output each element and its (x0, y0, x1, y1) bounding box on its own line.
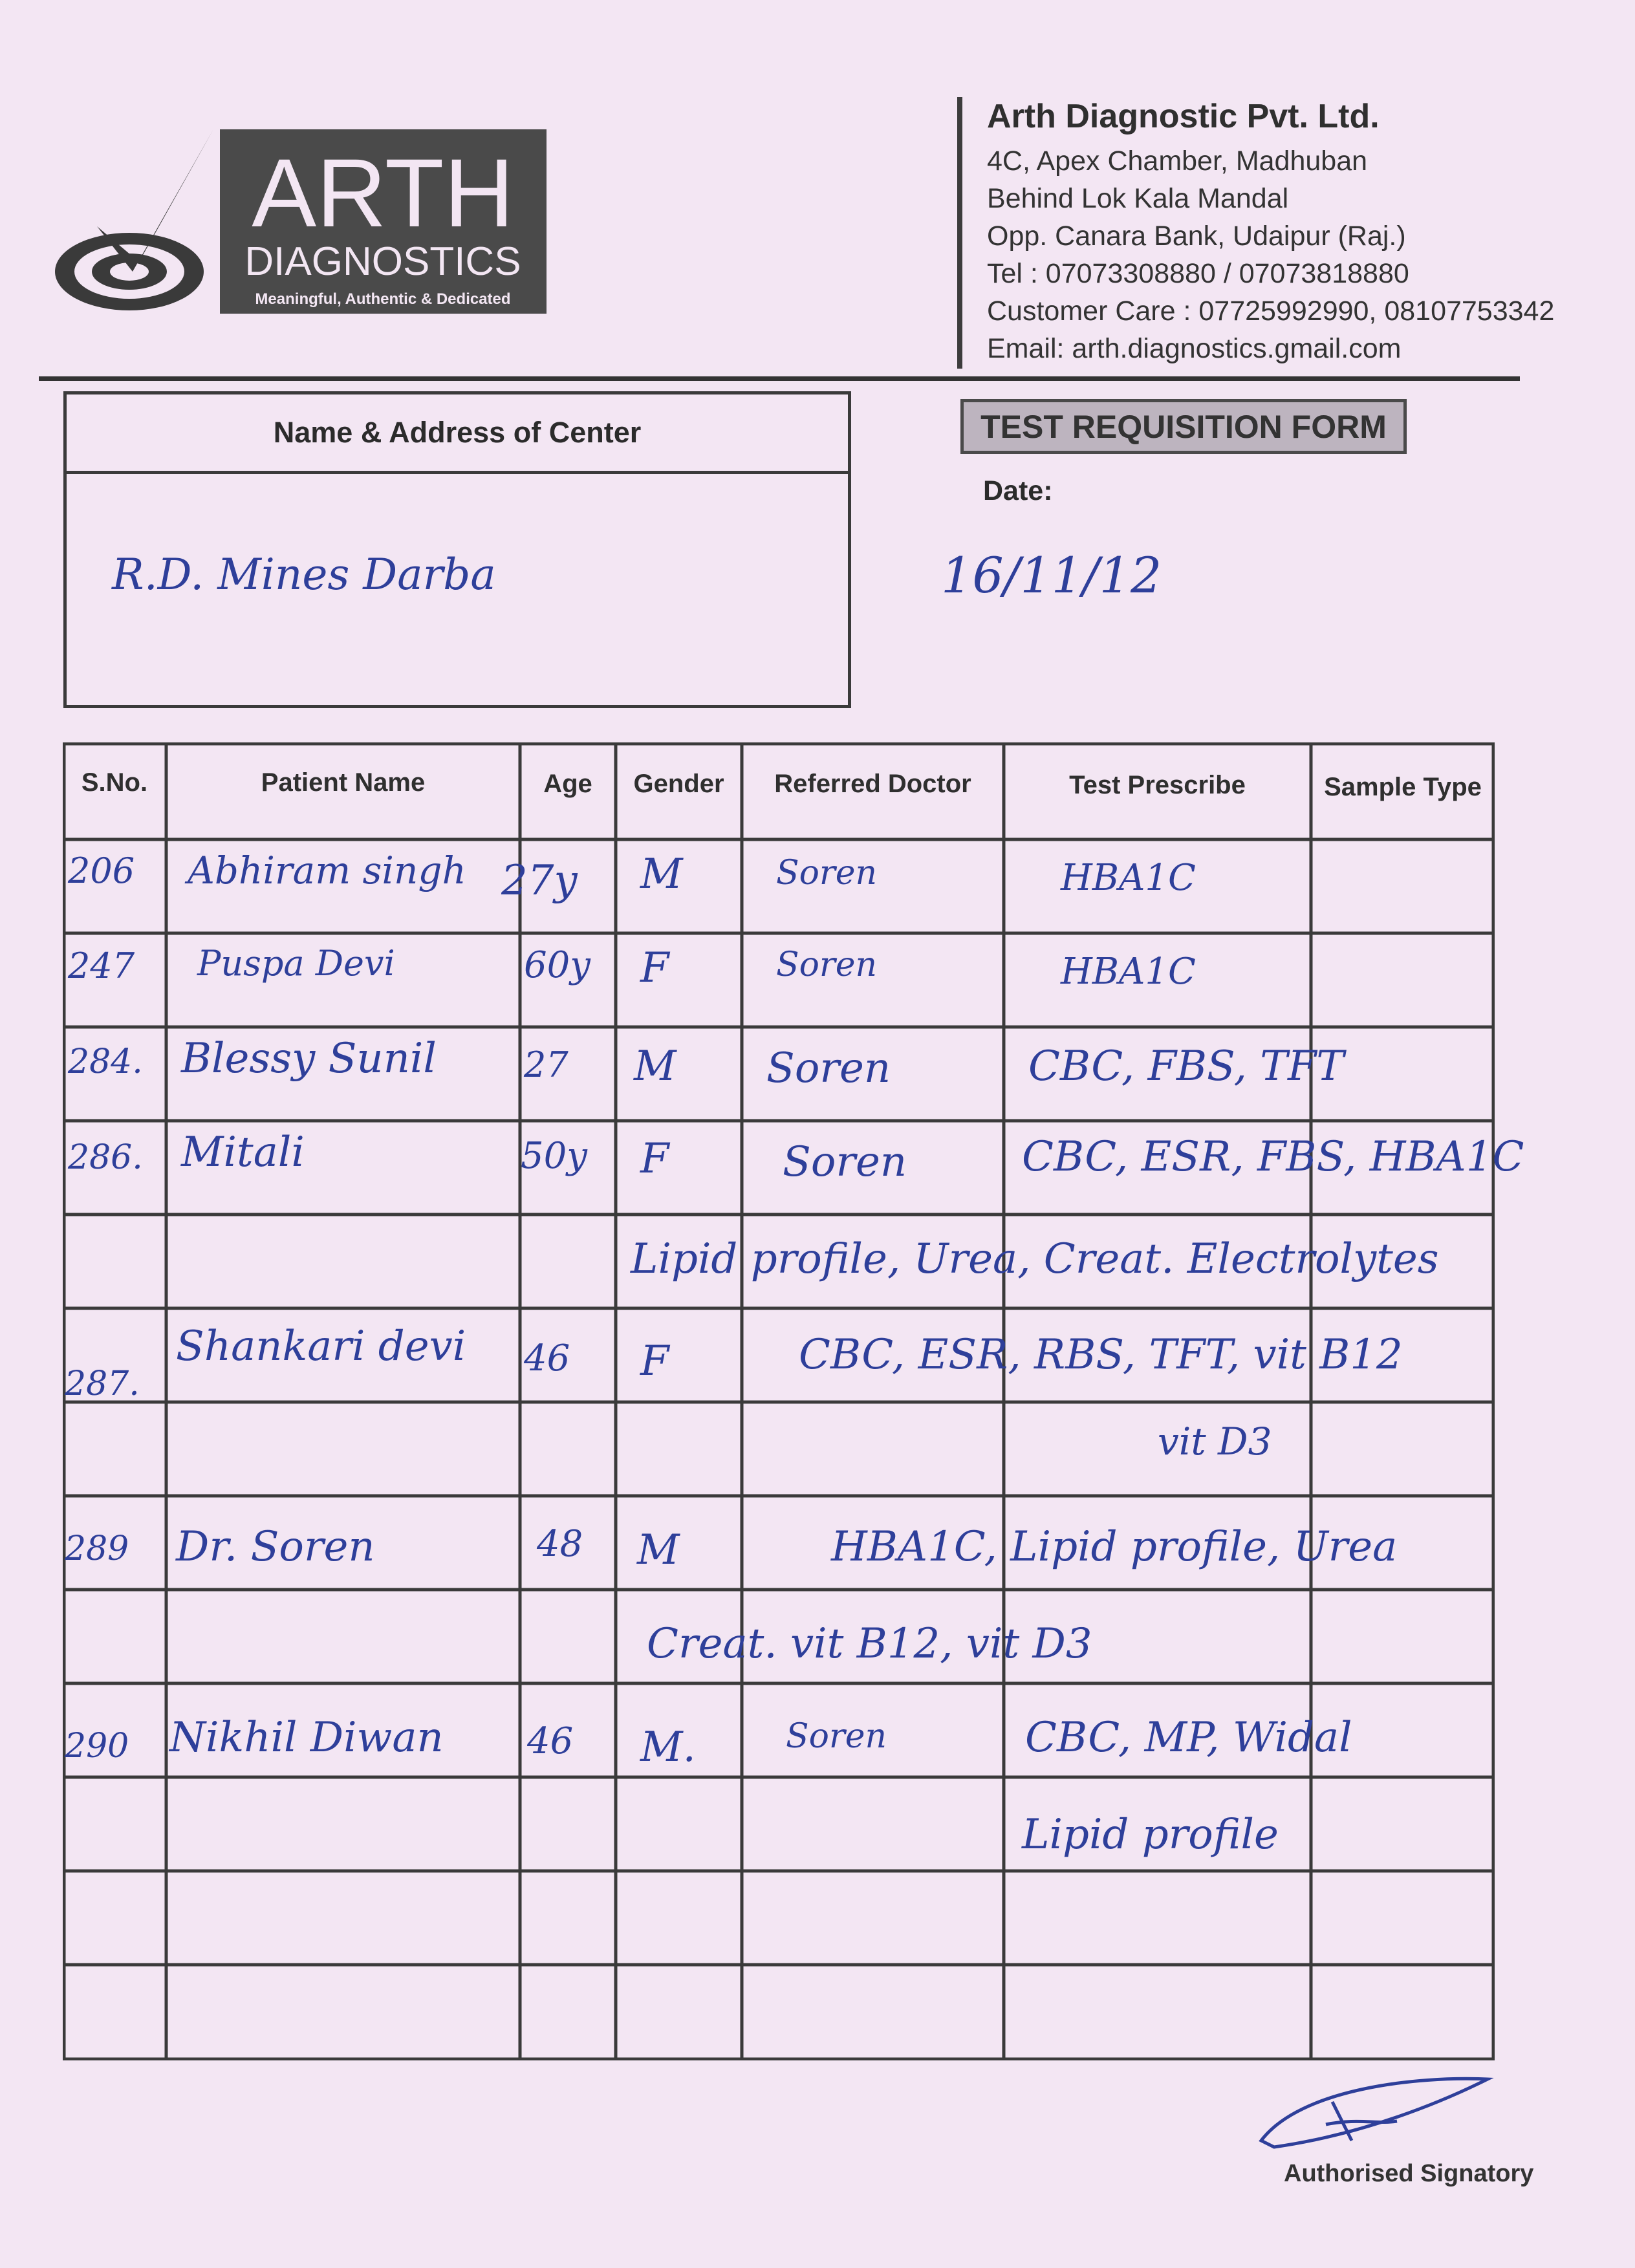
date-label: Date: (983, 475, 1053, 506)
row-tests-continued: Lipid profile, Urea, Creat. Electrolytes (631, 1235, 1439, 1283)
row-gender: F (640, 1135, 669, 1183)
row-referred-doctor: Soren (776, 854, 878, 892)
row-patient-name: Blessy Sunil (181, 1035, 437, 1083)
header-sample-type: Sample Type (1324, 773, 1482, 801)
authorised-signatory-label: Authorised Signatory (1284, 2160, 1534, 2187)
signature-scribble (1248, 2063, 1507, 2166)
row-patient-name: Abhiram singh (188, 848, 466, 892)
logo-sub: DIAGNOSTICS (244, 239, 521, 284)
row-referred-doctor: Soren (766, 1044, 891, 1092)
row-age: 27 (524, 1044, 568, 1085)
address-line: Behind Lok Kala Mandal (987, 183, 1289, 214)
header-sno: S.No. (81, 768, 148, 797)
row-sno: 290 (65, 1727, 129, 1766)
address-line: Opp. Canara Bank, Udaipur (Raj.) (987, 221, 1406, 252)
logo-tagline: Meaningful, Authentic & Dedicated (255, 290, 511, 308)
row-tests-continued: vit D3 (1158, 1420, 1272, 1463)
requisition-table-grid (63, 742, 1495, 2060)
row-age: 46 (524, 1337, 570, 1379)
row-tests-continued: Lipid profile (1022, 1811, 1279, 1859)
row-tests: HBA1C (1061, 951, 1196, 993)
row-tests: CBC, FBS, TFT (1028, 1042, 1345, 1090)
header-gender: Gender (633, 770, 724, 798)
company-name: Arth Diagnostic Pvt. Ltd. (987, 98, 1380, 135)
header-referred-doctor: Referred Doctor (774, 770, 971, 798)
row-age: 50y (521, 1135, 587, 1177)
header-age: Age (543, 770, 592, 798)
row-tests: HBA1C (1061, 857, 1196, 899)
row-sno: 286. (68, 1138, 143, 1177)
row-gender: M (637, 1526, 680, 1574)
date-value: 16/11/12 (941, 546, 1162, 604)
row-sno: 289 (65, 1529, 129, 1568)
row-sno: 287. (65, 1365, 140, 1403)
address-line: 4C, Apex Chamber, Madhuban (987, 146, 1368, 177)
row-referred-doctor: Soren (786, 1717, 887, 1756)
row-gender: M (640, 850, 683, 898)
row-gender: F (640, 1337, 669, 1385)
customer-care-line: Customer Care : 07725992990, 08107753342 (987, 296, 1555, 327)
row-gender: M. (640, 1723, 696, 1771)
row-age: 46 (527, 1720, 574, 1762)
center-box (63, 391, 851, 708)
row-patient-name: Nikhil Diwan (169, 1714, 444, 1762)
row-tests: HBA1C, Lipid profile, Urea (831, 1523, 1398, 1571)
row-patient-name: Shankari devi (176, 1323, 466, 1370)
row-patient-name: Puspa Devi (197, 943, 395, 984)
row-tests-continued: Creat. vit B12, vit D3 (647, 1620, 1092, 1668)
row-sno: 206 (68, 850, 135, 891)
email-line: Email: arth.diagnostics.gmail.com (987, 333, 1402, 364)
target-checkmark-icon (55, 129, 213, 310)
row-tests: CBC, ESR, RBS, TFT, vit B12 (799, 1331, 1403, 1379)
company-info (957, 97, 1634, 369)
row-age: 27y (501, 857, 578, 905)
header-test-prescribe: Test Prescribe (1069, 771, 1246, 799)
row-patient-name: Mitali (181, 1129, 305, 1176)
row-gender: F (640, 944, 669, 992)
row-age: 48 (537, 1523, 583, 1565)
row-sno: 247 (68, 945, 135, 986)
row-patient-name: Dr. Soren (176, 1523, 375, 1571)
arth-logo (52, 123, 556, 323)
row-tests: CBC, ESR, FBS, HBA1C (1022, 1133, 1524, 1181)
row-referred-doctor: Soren (783, 1138, 907, 1186)
logo-word: ARTH (252, 138, 514, 247)
header-patient-name: Patient Name (261, 768, 426, 797)
row-tests: CBC, MP, Widal (1025, 1714, 1352, 1762)
row-referred-doctor: Soren (776, 945, 878, 984)
form-title: TEST REQUISITION FORM (960, 399, 1407, 454)
row-gender: M (634, 1042, 677, 1090)
row-age: 60y (524, 944, 590, 986)
phone-line: Tel : 07073308880 / 07073818880 (987, 258, 1409, 289)
header-divider (39, 376, 1520, 381)
center-name-value: R.D. Mines Darba (112, 550, 496, 599)
row-sno: 284. (68, 1042, 143, 1081)
center-heading: Name & Address of Center (67, 394, 848, 474)
